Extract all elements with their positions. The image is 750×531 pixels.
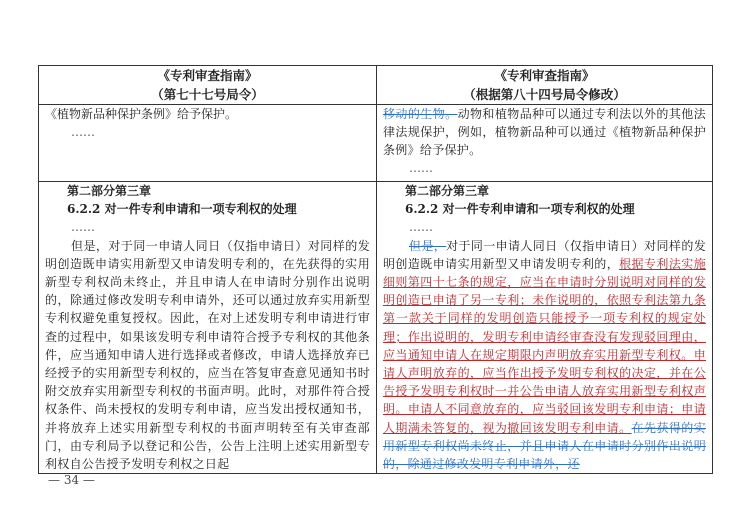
left-header-subtitle: （第七十七号局令） [151, 87, 264, 102]
left-section-ellipsis: …… [71, 220, 95, 235]
left-section-heading: 6.2.2 对一件专利申请和一项专利权的处理 [67, 202, 297, 217]
right-section-added: 根据专利法实施细则第四十七条的规定，应当在申请时分别说明对同样的发明创造已申请了另一专利；未作说明的，依照专利法第九条第一款关于同样的发明创造只能授予一项专利权的规定处理；作出说明的，发明专利申请经审查没有发现驳回理由，应当通知申请人在规定期限内声明放弃实用新型专利权。申请人声明放弃的，应当作出授予发明专利权的决定，并在公告授予发明专利权时一并公告申请人放弃实用新型专利权声明。申请人不同意放弃的，应当驳回该发明专利申请；申请人期满未答复的，视为撤回该发明专利申请。 [383, 256, 706, 435]
right-top-text [383, 105, 706, 159]
left-top-ellipsis: …… [71, 125, 95, 139]
right-top-deleted: 移动的生物。 [383, 107, 458, 121]
right-top-body: 动物和植物品种可以通过专利法以外的其他法律法规保护，例如，植物新品种可以通过《植物新品种保护条例》给予保护。 [383, 107, 706, 157]
right-section-heading: 6.2.2 对一件专利申请和一项专利权的处理 [405, 202, 635, 217]
left-top-cell [39, 105, 377, 182]
right-top-cell [377, 105, 713, 182]
page-number: — 34 — [48, 473, 95, 487]
right-section-cell [377, 182, 713, 474]
left-header-title: 《专利审查指南》 [157, 68, 258, 83]
left-section-body: 但是，对于同一申请人同日（仅指申请日）对同样的发明创造既申请实用新型又申请发明专利的，在先获得的实用新型专利权尚未终止，并且申请人在申请时分别作出说明的，除通过修改发明专利申请外，还可以通过放弃实用新型专利权避免重复授权。因此，在对上述发明专利申请进行审查的过程中，如果该发明专利申请符合授予专利权的其他条件，应当通知申请人进行选择或者修改，申请人选择放弃已经授予的实用新型专利权的，应当在答复审查意见通知书时附交放弃实用新型专利权的书面声明。此时，对那件符合授权条件、尚未授权的发明专利申请，应当发出授权通知书，并将放弃上述实用新型专利权的书面声明转至有关审查部门，由专利局予以登记和公告，公告上注明上述实用新型专利权自公告授予发明专利权之日起 [45, 238, 370, 472]
left-section-part: 第二部分第三章 [67, 184, 152, 198]
right-section-body-1: 对于同一申请人同日（仅指申请日）对同样的发明创造既申请实用新型又申请发明专利的， [383, 238, 706, 271]
right-section-deleted-1: 但是， [409, 238, 447, 253]
left-top-text: 《植物新品种保护条例》给予保护。 [45, 107, 238, 121]
section-row [39, 182, 713, 474]
header-row [39, 66, 713, 105]
left-section-cell [39, 182, 377, 474]
left-header-cell [39, 66, 377, 105]
right-top-ellipsis: …… [409, 161, 433, 175]
right-header-subtitle: （根据第八十四号局令修改） [463, 87, 626, 102]
comparison-table [38, 65, 713, 474]
right-section-ellipsis: …… [409, 220, 433, 235]
top-row [39, 105, 713, 182]
right-section-part: 第二部分第三章 [405, 184, 490, 198]
right-section-body [383, 237, 706, 474]
right-section-deleted-2: 在先获得的实用新型专利权尚未终止，并且申请人在申请时分别作出说明的，除通过修改发明专利申请外，还 [383, 420, 706, 472]
right-header-cell [377, 66, 713, 105]
right-header-title: 《专利审查指南》 [494, 68, 595, 83]
